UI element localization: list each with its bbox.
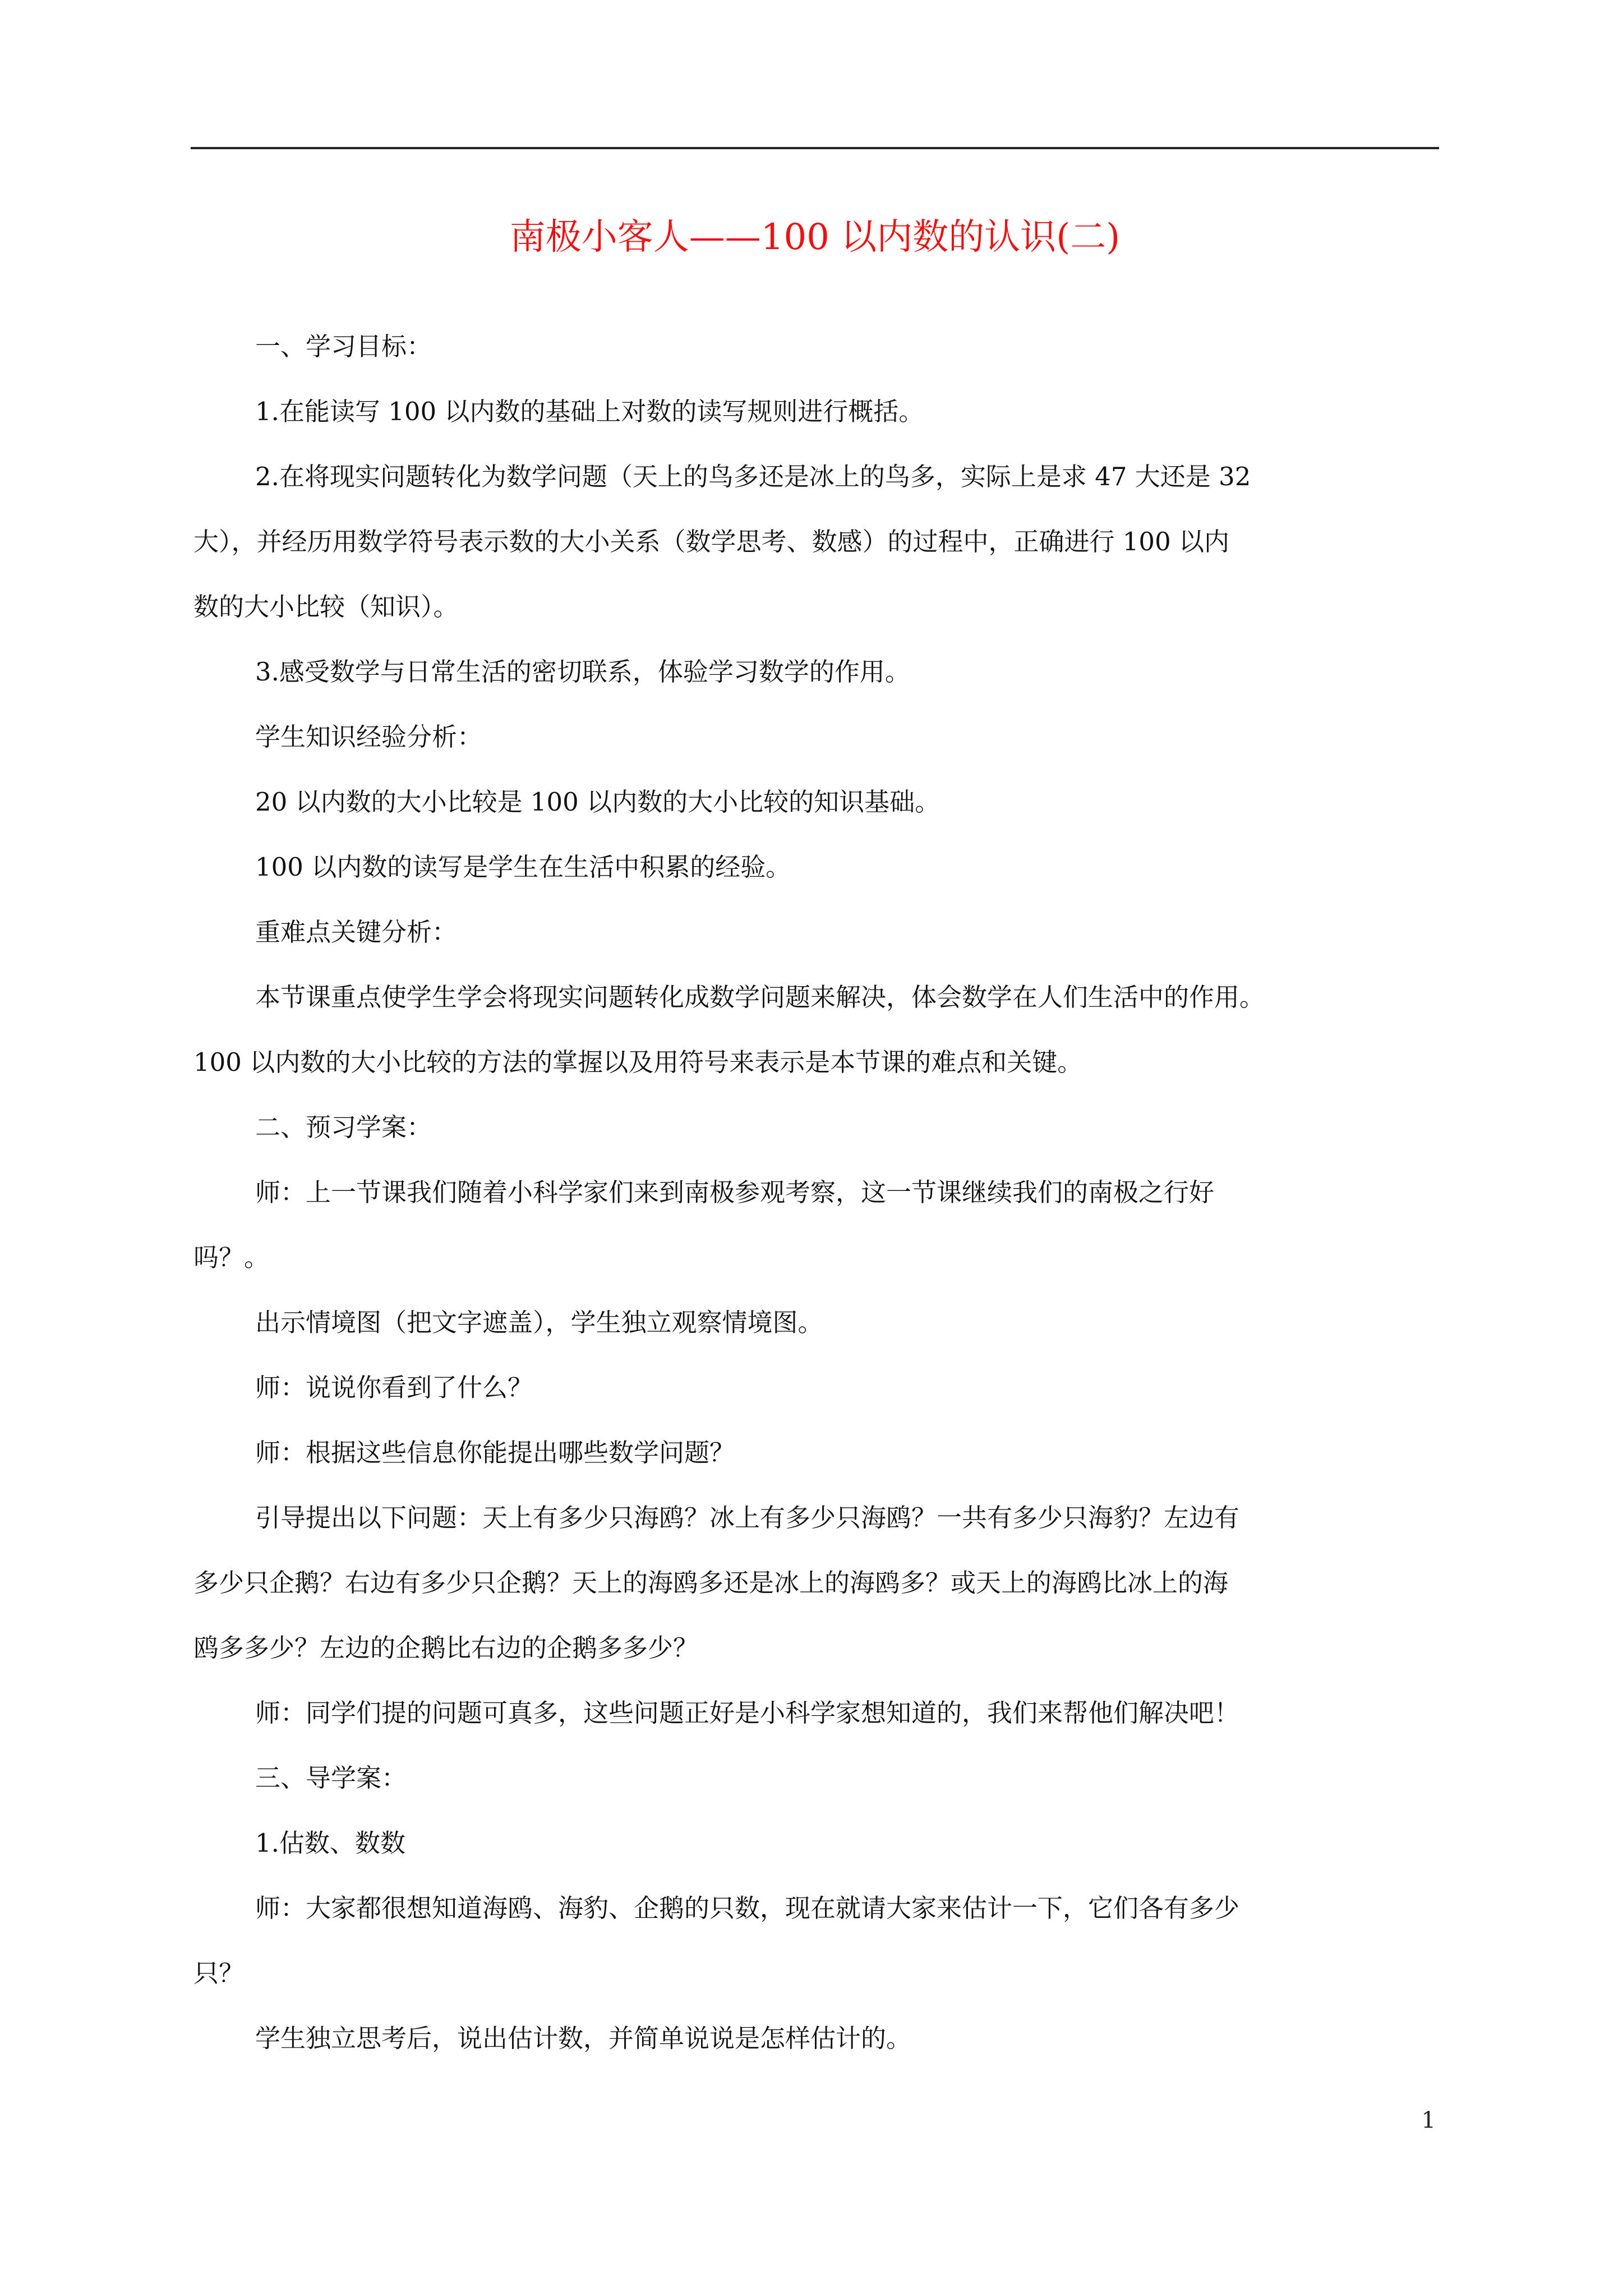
paragraph-line: 一、学习目标： — [255, 332, 432, 361]
paragraph-line: 学生知识经验分析： — [255, 722, 483, 752]
paragraph-line: 100 以内数的读写是学生在生活中积累的经验。 — [255, 852, 791, 882]
paragraph-line: 引导提出以下问题：天上有多少只海鸥？冰上有多少只海鸥？一共有多少只海豹？左边有 — [255, 1503, 1240, 1533]
paragraph-line: 只？ — [193, 1958, 245, 1988]
paragraph-line: 1.估数、数数 — [255, 1828, 405, 1858]
paragraph-line: 师：根据这些信息你能提出哪些数学问题？ — [255, 1438, 735, 1467]
paragraph-line: 学生独立思考后，说出估计数，并简单说说是怎样估计的。 — [255, 2023, 912, 2053]
paragraph-line: 三、导学案： — [255, 1763, 407, 1793]
paragraph-line: 2.在将现实问题转化为数学问题（天上的鸟多还是冰上的鸟多，实际上是求 47 大还是 32 — [255, 462, 1251, 491]
paragraph-line: 20 以内数的大小比较是 100 以内数的大小比较的知识基础。 — [255, 787, 940, 817]
paragraph-line: 重难点关键分析： — [255, 917, 458, 947]
paragraph-line: 数的大小比较（知识）。 — [193, 592, 459, 622]
paragraph-line: 大），并经历用数学符号表示数的大小关系（数学思考、数感）的过程中，正确进行 100 以内 — [193, 527, 1230, 556]
paragraph-line: 1.在能读写 100 以内数的基础上对数的读写规则进行概括。 — [255, 397, 924, 426]
paragraph-line: 师：同学们提的问题可真多，这些问题正好是小科学家想知道的，我们来帮他们解决吧！ — [255, 1698, 1240, 1728]
paragraph-line: 二、预习学案： — [255, 1112, 432, 1142]
paragraph-line: 吗？。 — [193, 1243, 270, 1272]
header-rule — [191, 147, 1439, 149]
paragraph-line: 师：大家都很想知道海鸥、海豹、企鹅的只数，现在就请大家来估计一下，它们各有多少 — [255, 1893, 1240, 1923]
paragraph-line: 师：上一节课我们随着小科学家们来到南极参观考察，这一节课继续我们的南极之行好 — [255, 1177, 1215, 1207]
paragraph-line: 多少只企鹅？右边有多少只企鹅？天上的海鸥多还是冰上的海鸥多？或天上的海鸥比冰上的海 — [193, 1568, 1229, 1598]
page-number: 1 — [1421, 2108, 1436, 2133]
paragraph-line: 100 以内数的大小比较的方法的掌握以及用符号来表示是本节课的难点和关键。 — [193, 1047, 1083, 1077]
paragraph-line: 师：说说你看到了什么？ — [255, 1373, 533, 1402]
document-body — [193, 314, 1439, 2071]
paragraph-line: 鸥多多少？左边的企鹅比右边的企鹅多多少？ — [193, 1633, 699, 1663]
document-title: 南极小客人——100 以内数的认识(二) — [509, 217, 1121, 258]
paragraph-line: 本节课重点使学生学会将现实问题转化成数学问题来解决，体会数学在人们生活中的作用。 — [255, 982, 1265, 1012]
paragraph-line: 3.感受数学与日常生活的密切联系，体验学习数学的作用。 — [255, 657, 910, 687]
paragraph-line: 出示情境图（把文字遮盖），学生独立观察情境图。 — [255, 1308, 823, 1337]
